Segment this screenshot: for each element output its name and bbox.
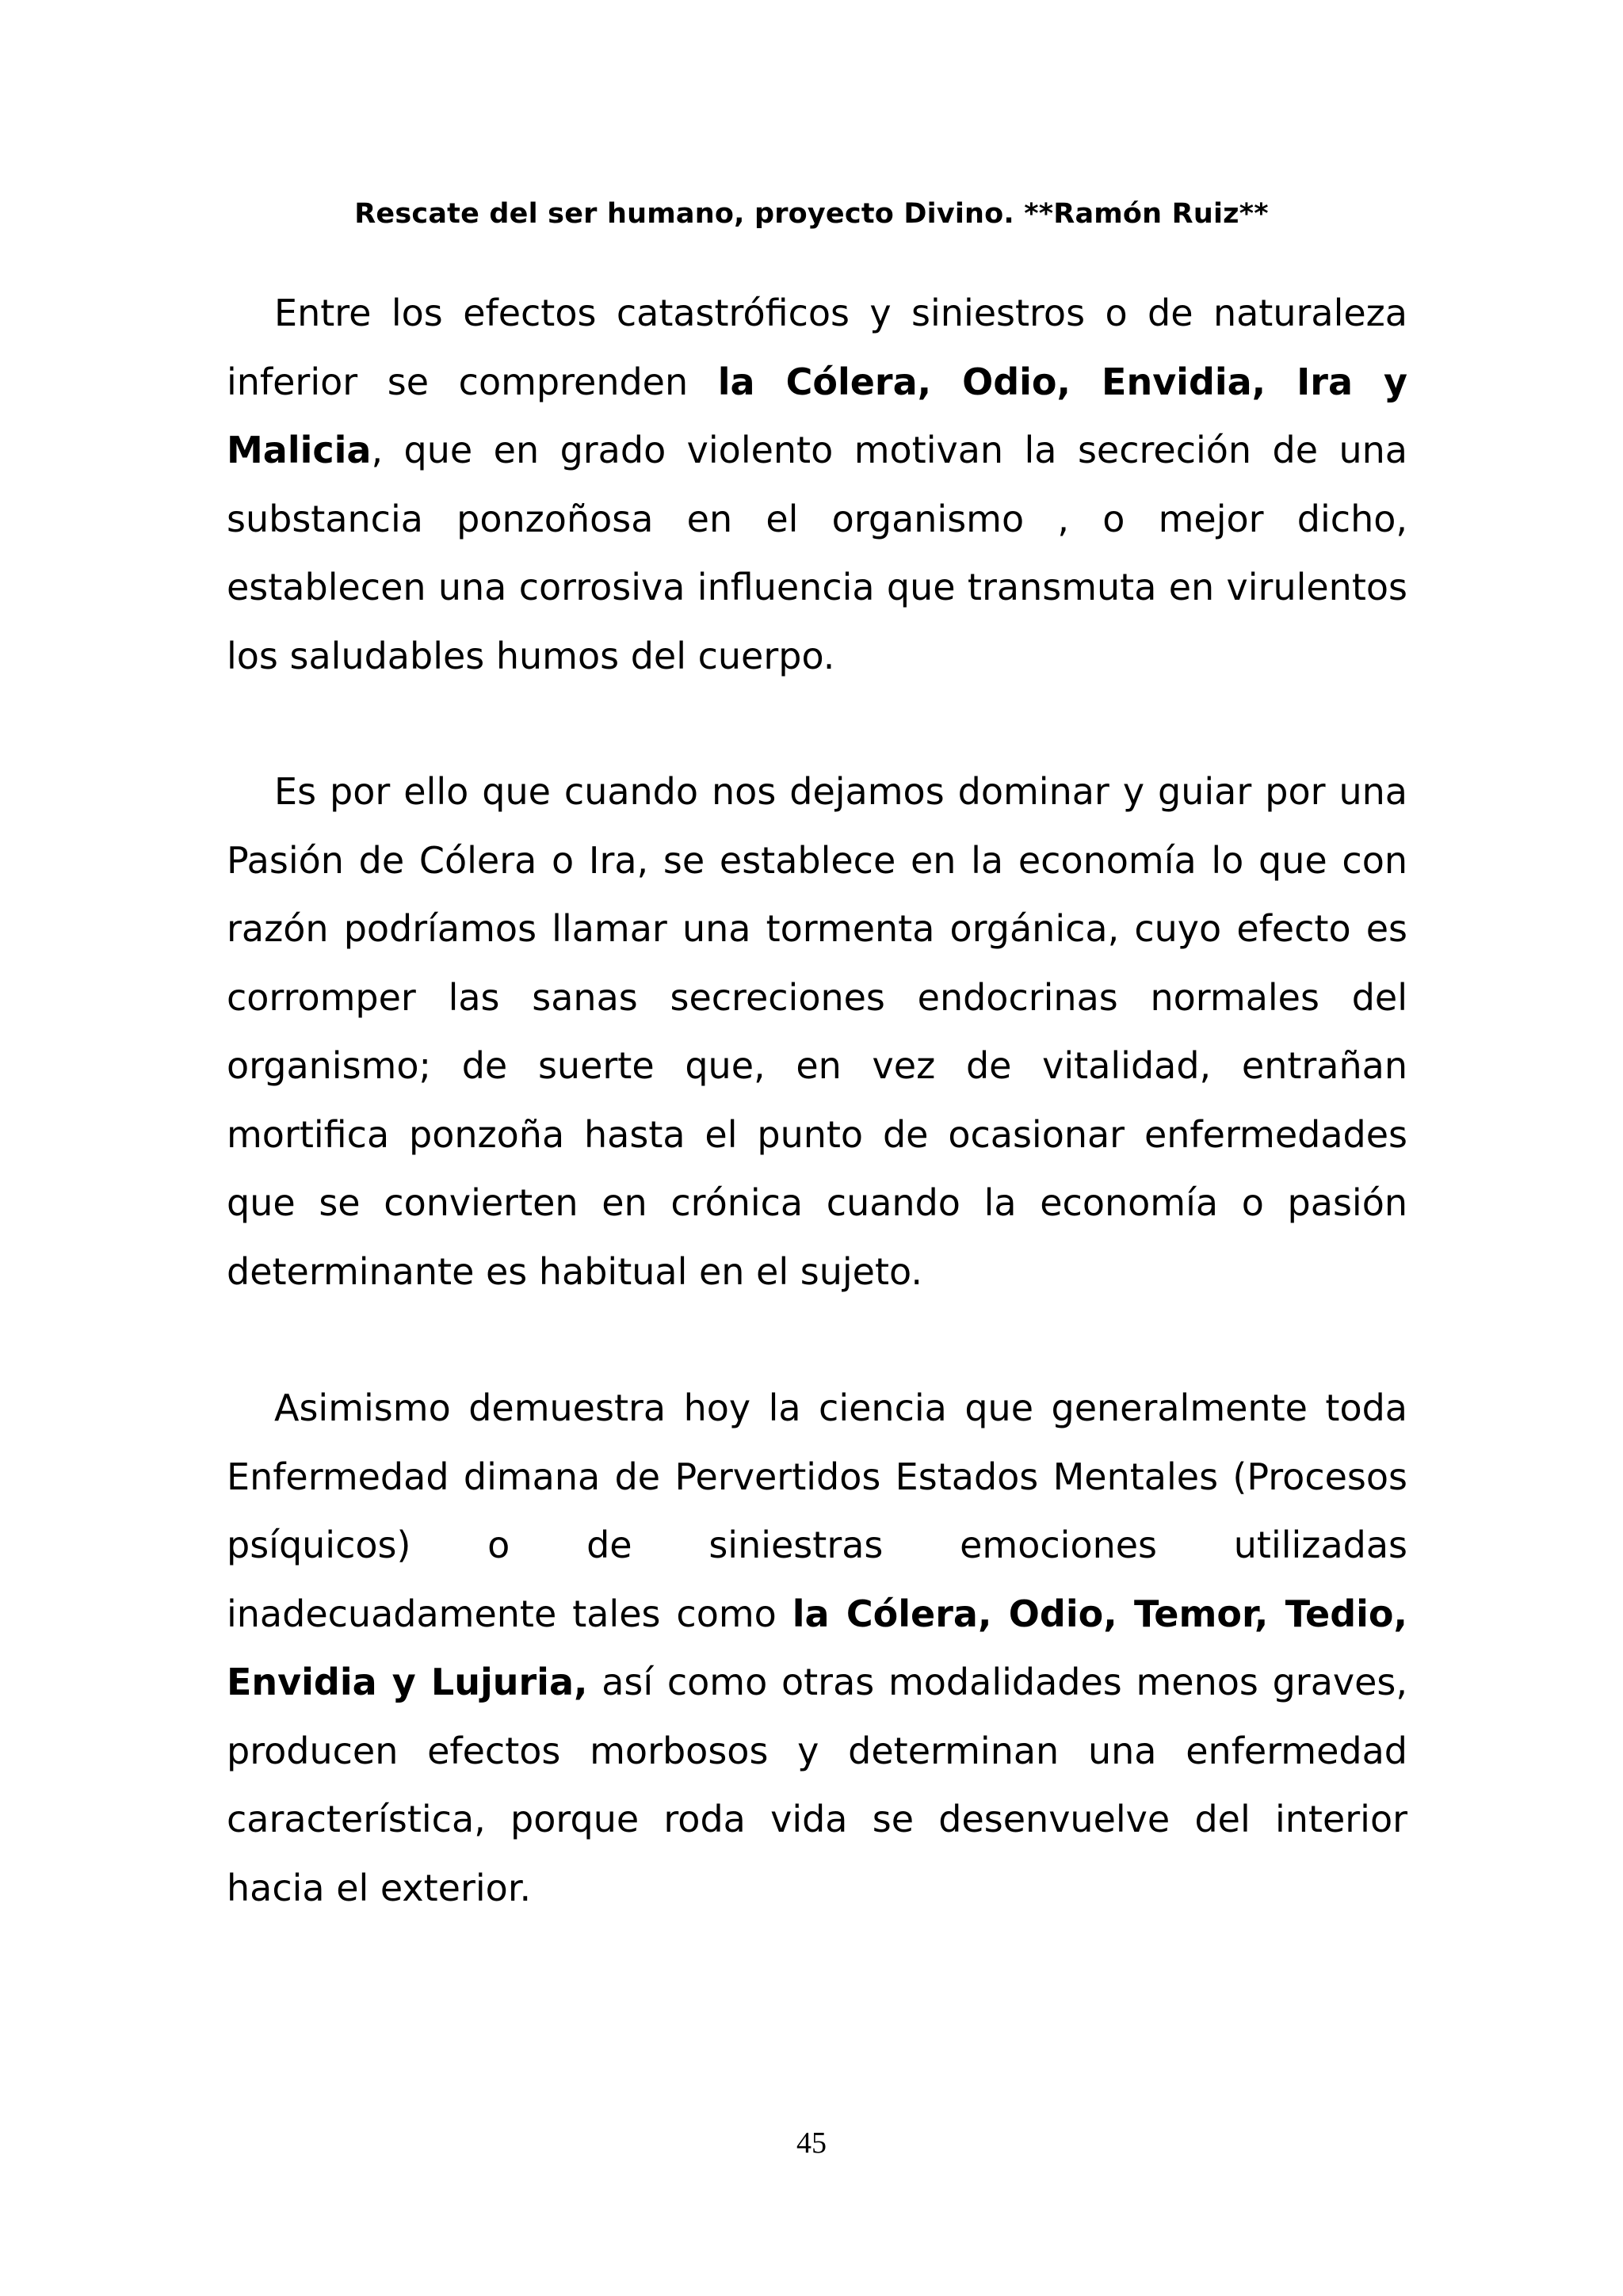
paragraph-text-end: , que en grado violento motivan la secreción de una substancia ponzoñosa en el organismo , o mejor dicho, establecen una corrosiva influencia que transmuta en virulentos los saludables humos del cuerpo. bbox=[227, 429, 1407, 677]
paragraph-text: Es por ello que cuando nos dejamos dominar y guiar por una Pasión de Cólera o Ira, se establece en la economía lo que con razón podríamos llamar una tormenta orgánica, cuyo efecto es corromper las sanas secreciones endocrinas normales del organismo; de suerte que, en vez de vitalidad, entrañan mortifica ponzoña hasta el punto de ocasionar enfermedades que se convierten en crónica cuando la economía o pasión determinante es habitual en el sujeto. bbox=[227, 770, 1407, 1293]
paragraph-text-start: Entre los efectos catastróficos y siniestros o de naturaleza inferior se comprenden bbox=[227, 292, 1407, 403]
paragraph-text bbox=[227, 279, 1407, 690]
running-header: Rescate del ser humano, proyecto Divino. **Ramón Ruiz** bbox=[354, 198, 1269, 230]
emphasized-passions: la Cólera, Odio, Envidia, Ira y Malicia bbox=[227, 360, 1408, 471]
emphasized-emotions: la Cólera, Odio, Temor, Tedio, Envidia y Lujuria, bbox=[227, 1592, 1407, 1703]
page-number: 45 bbox=[796, 2126, 827, 2160]
paragraph-2 bbox=[227, 757, 1407, 1306]
paragraph-1 bbox=[227, 279, 1407, 690]
paragraph-text bbox=[227, 1374, 1407, 1922]
paragraph-text-end: así como otras modalidades menos graves, producen efectos morbosos y determinan una enfermedad característica, porque roda vida se desenvuelve del interior hacia el exterior. bbox=[227, 1661, 1407, 1909]
paragraph-3 bbox=[227, 1374, 1407, 1922]
paragraph-text-start: Asimismo demuestra hoy la ciencia que generalmente toda Enfermedad dimana de Pervertidos Estados Mentales (Procesos psíquicos) o de siniestras emociones utilizadas inadecuadamente tales como bbox=[227, 1386, 1407, 1635]
